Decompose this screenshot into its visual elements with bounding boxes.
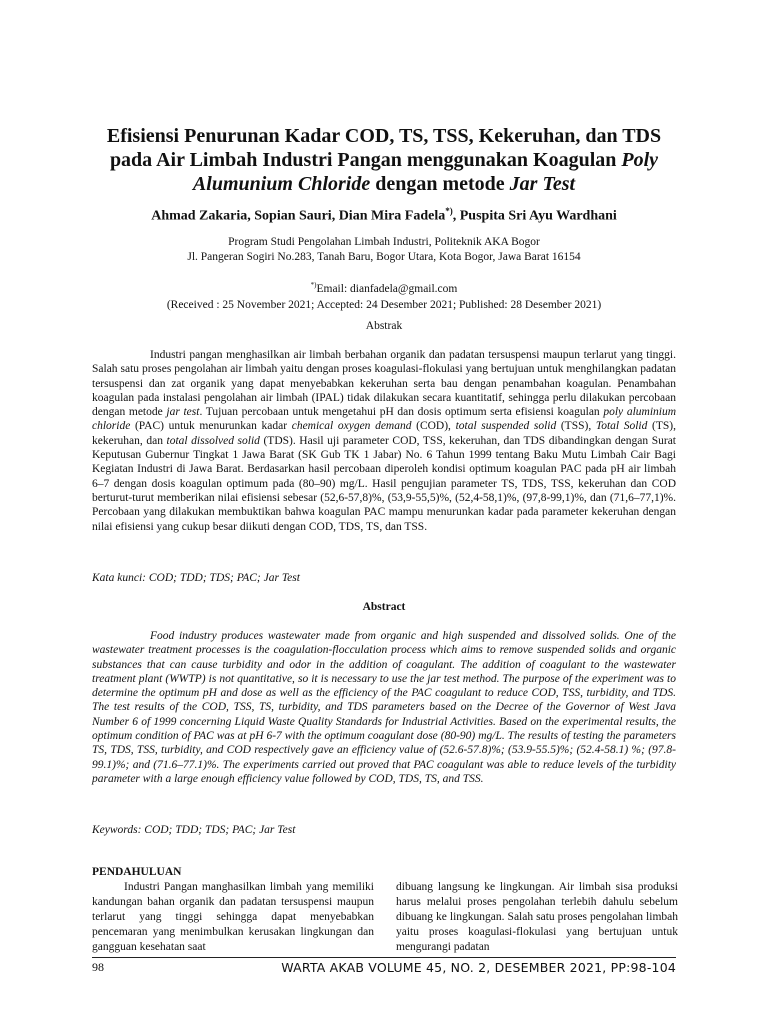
intro-column-left: Industri Pangan manghasilkan limbah yang memiliki kandungan bahan organik dan padatan tersuspensi maupun terlarut yang tinggi sehingga dapat menyebabkan pencemaran yang menimbulkan kerusakan lingkungan dan gangguan kesehatan saat [92, 881, 374, 953]
section-heading-pendahuluan: PENDAHULUAN [92, 866, 182, 878]
keywords: Keywords: COD; TDD; TDS; PAC; Jar Test [92, 824, 296, 836]
title-line-1: Efisiensi Penurunan Kadar COD, TS, TSS, Kekeruhan, dan TDS [106, 125, 662, 147]
abstract-heading: Abstract [362, 601, 406, 613]
title-line-3: Alumunium Chloride dengan metode Jar Test [192, 173, 576, 195]
affiliation [60, 235, 708, 265]
email-link[interactable]: Email: dianfadela@gmail.com [316, 282, 458, 295]
page-number: 98 [92, 960, 104, 974]
publication-dates: (Received : 25 November 2021; Accepted: 24 Desember 2021; Published: 28 Desember 2021) [166, 298, 602, 311]
email-line: *)Email: dianfadela@gmail.com [310, 281, 458, 295]
paper-title [60, 124, 708, 196]
corresponding-mark: *) [445, 206, 453, 216]
title-line-2: pada Air Limbah Industri Pangan menggunakan Koagulan Poly [109, 149, 659, 171]
abstrak-body: Industri pangan menghasilkan air limbah berbahan organik dan padatan tersuspensi maupun terlarut yang tinggi. Salah satu proses pengolahan air limbah yaitu dengan proses koagulasi-flokulasi yang bertujuan untuk menghilangkan padatan tersuspensi dan zat organik yang dapat menyebabkan kekeruhan serta bau dengan penambahan koagulan. Penambahan koagulan pada instalasi pengolahan air limbah (IPAL) tidak dilakukan secara kuantitatif, sehingga perlu dilakukan percobaan dengan metode jar test. Tujuan percobaan untuk mengetahui pH dan dosis optimum serta efisiensi koagulan poly aluminium chloride (PAC) untuk menurunkan kadar chemical oxygen demand (COD), total suspended solid (TSS), Total Solid (TS), kekeruhan, dan total dissolved solid (TDS). Hasil uji parameter COD, TSS, kekeruhan, dan TDS dibandingkan dengan Surat Keputusan Gubernur Tingkat 1 Jawa Barat (SK Gub TK 1 Jabar) No. 6 Tahun 1999 tentang Baku Mutu Limbah Cair Bagi Kegiatan Industri di Jawa Barat. Berdasarkan hasil percobaan diperoleh kondisi optimum koagulan PAC pada pH air limbah 6–7 dengan dosis koagulan optimum pada (80–90) mg/L. Hasil pengujian parameter TS, TDS, TSS, kekeruhan dan COD berturut-turut memberikan nilai efisiensi sebesar (52,6-57,8)%, (53,9-55,5)%, (52,4-58,1)%, (97,8-99,1)%, dan (71,6–77,1)%. Percobaan yang dilakukan membuktikan bahwa koagulan PAC mampu menurunkan kadar pada parameter kekeruhan dengan nilai efisiensi yang cukup besar diikuti dengan COD, TDS, TS, dan TSS. [92, 349, 677, 533]
footer-divider [92, 957, 676, 958]
intro-column-right: dibuang langsung ke lingkungan. Air limbah sisa produksi harus melalui proses pengolahan terlebih dahulu sebelum dibuang ke lingkungan. Salah satu proses pengolahan limbah yaitu proses koagulasi-flokulasi yang bertujuan untuk mengurangi padatan [396, 881, 678, 953]
abstrak-heading: Abstrak [365, 320, 403, 332]
affiliation-institution: Program Studi Pengolahan Limbah Industri, Politeknik AKA Bogor [228, 236, 540, 248]
author-list: Ahmad Zakaria, Sopian Sauri, Dian Mira Fadela*), Puspita Sri Ayu Wardhani [151, 206, 617, 224]
contact-info [60, 277, 708, 313]
affiliation-address: Jl. Pangeran Sogiri No.283, Tanah Baru, Bogor Utara, Kota Bogor, Jawa Barat 16154 [187, 251, 581, 263]
journal-footer: WARTA AKAB VOLUME 45, NO. 2, DESEMBER 2021, PP:98-104 [281, 960, 676, 975]
kata-kunci: Kata kunci: COD; TDD; TDS; PAC; Jar Test [92, 572, 300, 584]
abstract-body: Food industry produces wastewater made from organic and high suspended and dissolved solids. One of the wastewater treatment processes is the coagulation-flocculation process which aims to remove suspended solids and organic substances that can cause turbidity and odor in the addition of coagulant. The addition of coagulant to the wastewater treatment plant (WWTP) is not quantitative, so it is necessary to use the jar test method. The purpose of the experiment was to determine the optimum pH and dose as well as the efficiency of the PAC coagulant to reduce COD, TSS, turbidity, and TDS. The test results of the COD, TSS, TS, turbidity, and TDS parameters based on the Decree of the Governor of West Java Number 6 of 1999 concerning Liquid Waste Quality Standards for Industrial Activities. Based on the experimental results, the optimum condition of PAC was at pH 6-7 with the optimum coagulant dose (80-90) mg/L. The results of testing the parameters TS, TDS, TSS, turbidity, and COD respectively gave an efficiency value of (52.6-57.8)%; (53.9-55.5)%; (52.4-58.1) %; (97.8-99.1)%; and (71.6–77.1)%. The experiments carried out proved that PAC coagulant was able to reduce levels of the turbidity parameter with a large enough efficiency value followed by COD, TDS, TS, and TSS. [92, 630, 676, 785]
